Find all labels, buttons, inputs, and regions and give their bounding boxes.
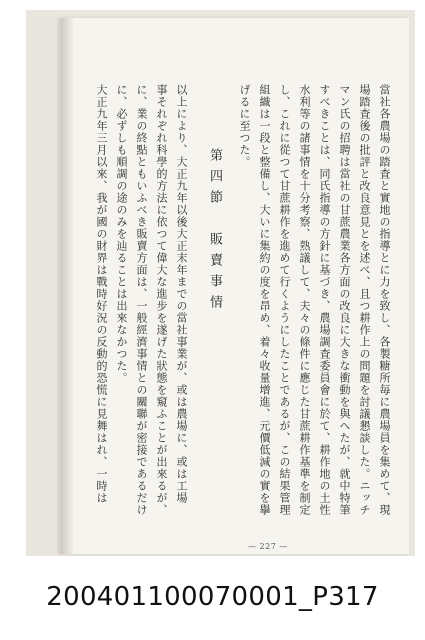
page-number: — 227 —: [248, 542, 288, 551]
text-column-10: 以上により、大正九年以後大正末年までの當社事業が、或は農場に、或は工場: [175, 84, 188, 504]
text-column-6: し、これに從つて甘蔗耕作を進めて行くようにしたことであるが、この結果管理: [278, 84, 291, 516]
page-spine-shadow: [61, 18, 73, 554]
text-column-1: 當社各農場の踏査と實地の指導とに力を致し、各製糖所毎に農場員を集めて、現: [378, 84, 391, 516]
text-column-2: 場踏査後の批評と改良意見とを述べ、且つ耕作上の問題を討議懇談した。ニッチ: [358, 84, 371, 516]
image-caption: 200401100070001_P317: [46, 582, 379, 612]
text-column-11: 事それぞれ科學的方法に依つて偉大な進步を遂げた狀態を窺ふことが出來るが、: [155, 84, 168, 516]
text-column-14: 大正九年三月以來、我が國の財界は戰時好況の反動的恐慌に見舞はれ、一時は: [95, 84, 108, 504]
text-column-8: げるに至つた。: [238, 84, 251, 168]
text-column-5: 水利等の諸事情を十分考察、熟議して、夫々の條件に應じた甘蔗耕作基準を制定: [298, 84, 311, 516]
scanned-page: [26, 10, 415, 556]
text-column-7: 組織は一段と整備し、大いに集約の度を昂め、着々收量增進、元價低減の實を擧: [258, 84, 271, 516]
text-column-4: すべきことは、同氏指導の方針に基づき、農場調査委員會に於て、耕作地の土性: [318, 84, 331, 516]
text-column-3: マン氏の招聘は當社の甘蔗農業各方面の改良に大きな衝動を與へたが、就中特筆: [338, 84, 351, 516]
book-page: [60, 18, 409, 554]
text-column-13: に、必ずしも順調の途のみを辿ることは出來なかつた。: [115, 84, 128, 384]
text-column-12: に、業の終點ともいふべき販賣方面は、一般經濟事情との關聯が密接であるだけ: [135, 84, 148, 516]
section-heading: 第四節 販賣事情: [207, 148, 222, 316]
